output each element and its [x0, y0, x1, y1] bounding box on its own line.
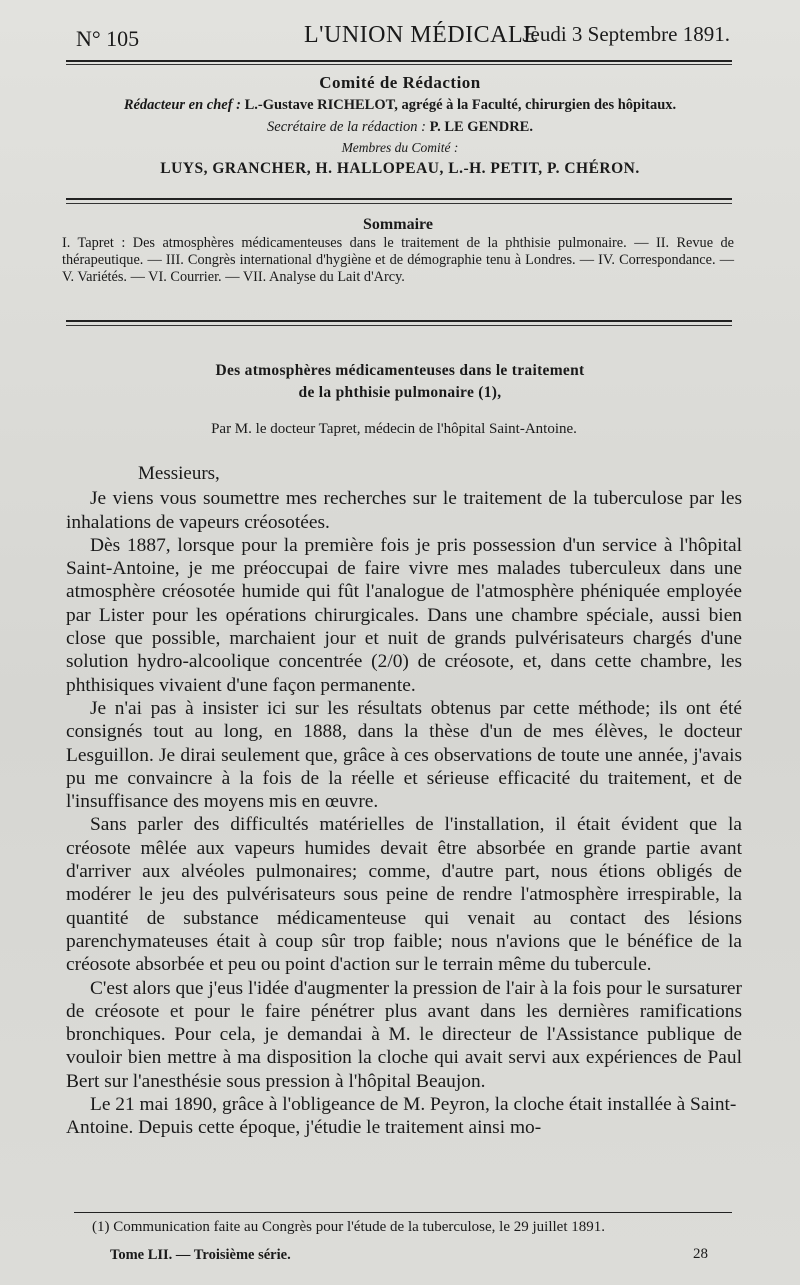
article-title: [60, 360, 740, 404]
summary-rule: [66, 320, 732, 322]
footnote-rule: [74, 1212, 732, 1213]
paragraph: Dès 1887, lorsque pour la première fois je pris possession d'un service à l'hôpital Saint-Antoine, je me préoccupai de faire vivre mes malades tuberculeux dans une atmosphère créosotée humide qui fût l'analogue de l'atmosphère phéniquée employée par Lister pour les opérations chirurgicales. Dans une chambre spéciale, aussi bien close que possible, marchaient jour et nuit de grands pulvérisateurs chargés d'une solution hydro-alcoolique concentrée (2/0) de créosote, et, dans cette chambre, les phthisiques vivaient d'une façon permanente.: [66, 534, 742, 696]
members-label: Membres du Comité :: [341, 140, 459, 155]
chief-editor-text: L.-Gustave RICHELOT, agrégé à la Faculté, chirurgien des hôpitaux.: [244, 97, 677, 113]
paragraph: Je viens vous soumettre mes recherches sur le traitement de la tuberculose par les inhalations de vapeurs créosotées.: [66, 488, 742, 533]
journal-title: L'UNION MÉDICALE: [304, 22, 539, 48]
paragraph: Je n'ai pas à insister ici sur les résultats obtenus par cette méthode; ils ont été consignés tout au long, en 1888, dans la thèse d'un de mes élèves, le docteur Lesguillon. Je dirai seulement que, grâce à ces observations de toute une année, j'avais pu me convaincre à la fois de la réelle et sérieuse efficacité du traitement, et de l'insuffisance des moyens mis en œuvre.: [66, 697, 742, 813]
header-rule-thin: [66, 64, 732, 65]
page-header: [72, 20, 730, 56]
editorial-committee: [60, 72, 740, 180]
members-list: LUYS, GRANCHER, H. HALLOPEAU, L.-H. PETIT, P. CHÉRON.: [160, 160, 640, 177]
committee-title: Comité de Rédaction: [319, 73, 481, 92]
chief-editor-line: [60, 94, 740, 116]
article-body: [66, 462, 742, 1140]
summary-title: Sommaire: [363, 216, 433, 233]
paragraph: Sans parler des difficultés matérielles de l'installation, il était évident que la créosote mêlée aux vapeurs humides devait être absorbée en grande partie avant d'arriver aux alvéoles pulmonaires; comme, d'autre part, nous étions obligés de modérer le jeu des pulvérisateurs sous peine de rendre l'atmosphère irrespirable, la quantité de substance médicamenteuse qui venait au contact des lésions parenchymateuses était à coup sûr trop faible; nous n'avions que le bénéfice de la créosote absorbée et peu ou point d'action sur le terrain même du tubercule.: [66, 814, 742, 976]
issue-date: Jeudi 3 Septembre 1891.: [522, 22, 730, 46]
page-number: 28: [693, 1246, 708, 1262]
summary-text: I. Tapret : Des atmosphères médicamenteuses dans le traitement de la phthisie pulmonaire. — II. Revue de thérapeutique. — III. Congrès international d'hygiène et de démographie tenu à Londres. — IV. Correspondance. — V. Variétés. — VI. Courrier. — VII. Analyse du Lait d'Arcy.: [62, 235, 734, 286]
secretary-line: [60, 116, 740, 138]
secretary-label: Secrétaire de la rédaction :: [267, 119, 426, 135]
paragraph: Le 21 mai 1890, grâce à l'obligeance de M. Peyron, la cloche était installée à Saint-Antoine. Depuis cette époque, j'étudie le traitement ainsi mo-: [66, 1094, 737, 1139]
article-title-line1: Des atmosphères médicamenteuses dans le traitement: [215, 362, 585, 379]
paragraph: C'est alors que j'eus l'idée d'augmenter la pression de l'air à la fois pour le sursaturer de créosote et pour le faire pénétrer plus avant dans les dernières ramifications bronchiques. Pour cela, je demandai à M. le directeur de l'Assistance publique de vouloir bien mettre à ma disposition la cloche qui avait servi aux expériences de Paul Bert sur l'anesthésie sous pression à l'hôpital Beaujon.: [66, 977, 742, 1092]
summary-section: [62, 215, 734, 287]
committee-rule: [66, 198, 732, 200]
committee-rule-thin: [66, 203, 732, 204]
article-byline: Par M. le docteur Tapret, médecin de l'hôpital Saint-Antoine.: [211, 421, 577, 437]
article-title-line2: de la phthisie pulmonaire (1),: [298, 384, 502, 401]
salutation: Messieurs,: [138, 463, 220, 484]
chief-editor-label: Rédacteur en chef :: [123, 97, 242, 113]
footnote: (1) Communication faite au Congrès pour l'étude de la tuberculose, le 29 juillet 1891.: [92, 1219, 605, 1235]
volume-label: Tome LII. — Troisième série.: [110, 1247, 291, 1263]
summary-rule-thin: [66, 325, 732, 326]
secretary-name: P. LE GENDRE.: [429, 119, 533, 135]
header-rule: [66, 60, 732, 62]
issue-number: N° 105: [76, 26, 140, 51]
